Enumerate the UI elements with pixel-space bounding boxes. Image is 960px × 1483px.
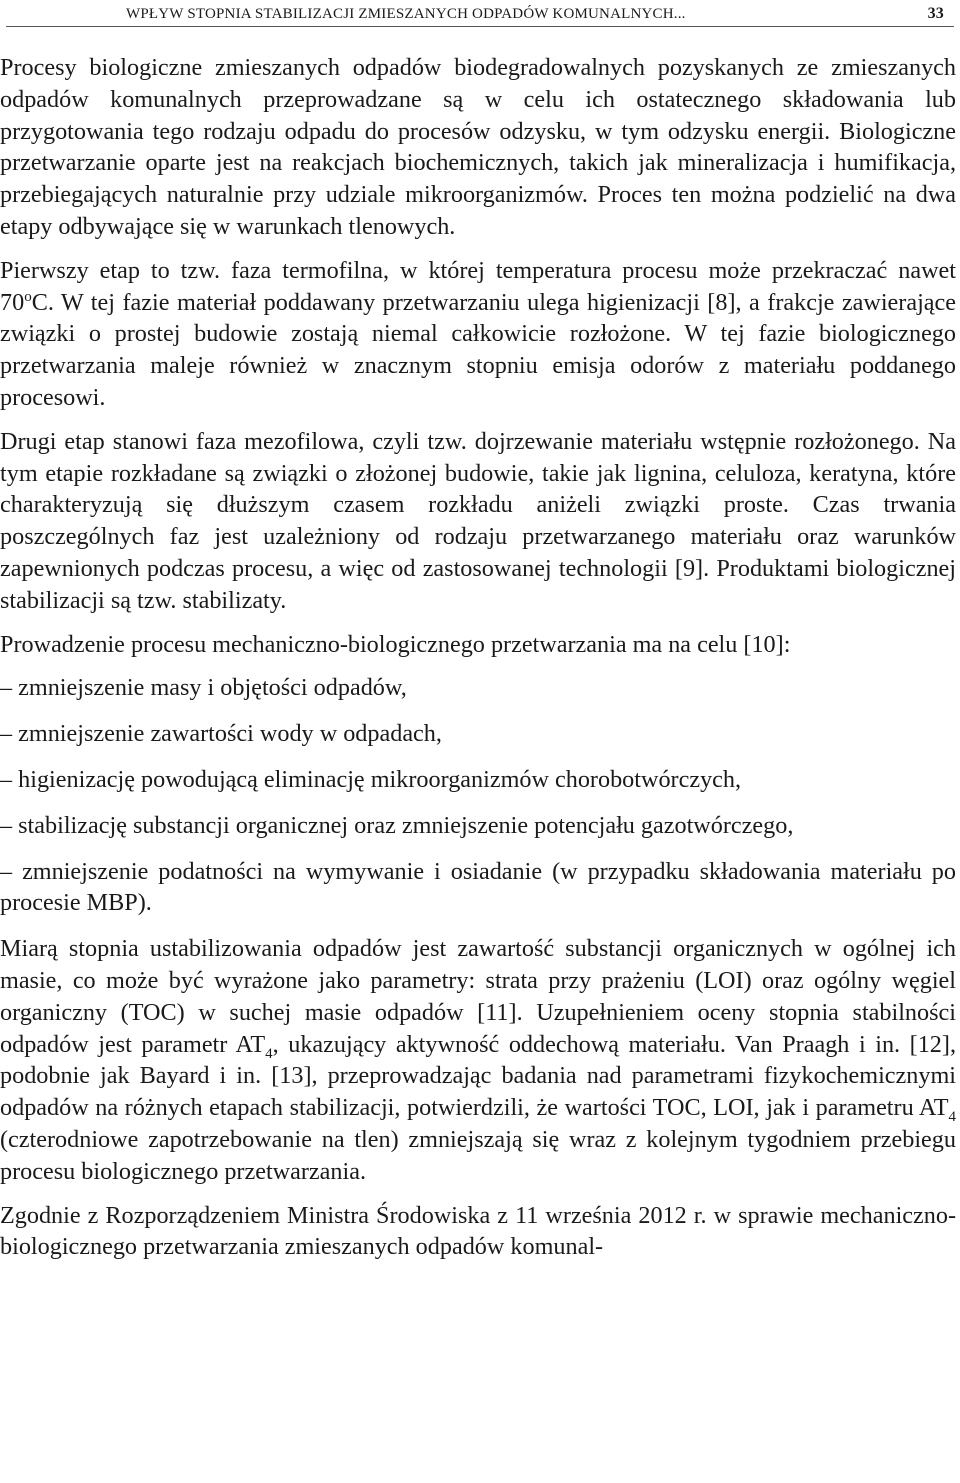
- page-number: 33: [927, 5, 944, 22]
- degree-superscript: o: [24, 288, 32, 305]
- paragraph-text: , ukazujący aktywność oddechową materiału. Van Praagh i in. [12], podobnie jak Bayard i in. [13], przeprowadzając badania nad parametrami fizykochemicznymi odpadów na różnych etapach stabilizacji, potwierdzili, że wartości TOC, LOI, jak i parametru AT: [0, 1030, 956, 1122]
- paragraph-text: C. W tej fazie materiał poddawany przetwarzaniu ulega higienizacji [8], a frakcje zawierające związki o prostej budowie zostają niemal całkowicie rozłożone. W tej fazie biologicznego przetwarzania maleje również w znacznym stopniu emisja odorów z materiału poddanego procesowi.: [0, 288, 956, 411]
- paragraph-text: (czterodniowe zapotrzebowanie na tlen) zmniejszają się wraz z kolejnym tygodniem przebiegu procesu biologicznego przetwarzania.: [0, 1125, 956, 1185]
- paragraph-stabilization-measure: [0, 933, 956, 1187]
- paragraph-thermophilic-phase: [0, 255, 956, 414]
- list-item: – zmniejszenie podatności na wymywanie i osiadanie (w przypadku składowania materiału po procesie MBP).: [0, 857, 956, 917]
- paragraph-biological-processes: Procesy biologiczne zmieszanych odpadów biodegradowalnych pozyskanych ze zmieszanych odpadów komunalnych przeprowadzane są w celu ich ostatecznego składowania lub przygotowania tego rodzaju odpadu do procesów odzysku, w tym odzysku energii. Biologiczne przetwarzanie oparte jest na reakcjach biochemicznych, takich jak mineralizacja i humifikacja, przebiegających naturalnie przy udziale mikroorganizmów. Proces ten można podzielić na dwa etapy odbywające się w warunkach tlenowych.: [0, 54, 956, 240]
- list-item: – zmniejszenie zawartości wody w odpadach,: [0, 720, 442, 748]
- at4-subscript: 4: [265, 1045, 273, 1062]
- at4-subscript: 4: [948, 1109, 956, 1126]
- paragraph-mesophilic-phase: Drugi etap stanowi faza mezofilowa, czyli tzw. dojrzewanie materiału wstępnie rozłożonego. Na tym etapie rozkładane są związki o złożonej budowie, takie jak lignina, celuloza, keratyna, które charakteryzują się dłuższym czasem rozkładu aniżeli związki proste. Czas trwania poszczególnych faz jest uzależniony od rodzaju przetwarzanego materiału oraz warunków zapewnionych podczas procesu, a więc od zastosowanej technologii [9]. Produktami biologicznej stabilizacji są tzw. stabilizaty.: [0, 427, 956, 614]
- paragraph-text: Miarą stopnia ustabilizowania odpadów jest zawartość substancji organicznych w ogólnej ich masie, co może być wyrażone jako parametry: strata przy prażeniu (LOI) oraz ogólny węgiel organiczny (TOC) w suchej masie odpadów [11]. Uzupełnieniem oceny stopnia stabilności odpadów jest parametr AT: [0, 935, 956, 1058]
- paragraph-regulation: Zgodnie z Rozporządzeniem Ministra Środowiska z 11 września 2012 r. w sprawie mechaniczno-biologicznego przetwarzania zmieszanych odpadów komunal-: [0, 1201, 956, 1261]
- list-item: – stabilizację substancji organicznej oraz zmniejszenie potencjału gazotwórczego,: [0, 811, 794, 839]
- list-item: – zmniejszenie masy i objętości odpadów,: [0, 674, 407, 702]
- running-header: [6, 4, 954, 27]
- article-body: [0, 52, 956, 1275]
- running-header-title: WPŁYW STOPNIA STABILIZACJI ZMIESZANYCH ODPADÓW KOMUNALNYCH...: [126, 6, 686, 22]
- list-item: – higienizację powodującą eliminację mikroorganizmów chorobotwórczych,: [0, 765, 742, 793]
- paragraph-text: Pierwszy etap to tzw. faza termofilna, w której temperatura procesu może przekraczać nawet 70: [0, 256, 956, 316]
- paragraph-mbp-goals-intro: Prowadzenie procesu mechaniczno-biologicznego przetwarzania ma na celu [10]:: [0, 630, 791, 658]
